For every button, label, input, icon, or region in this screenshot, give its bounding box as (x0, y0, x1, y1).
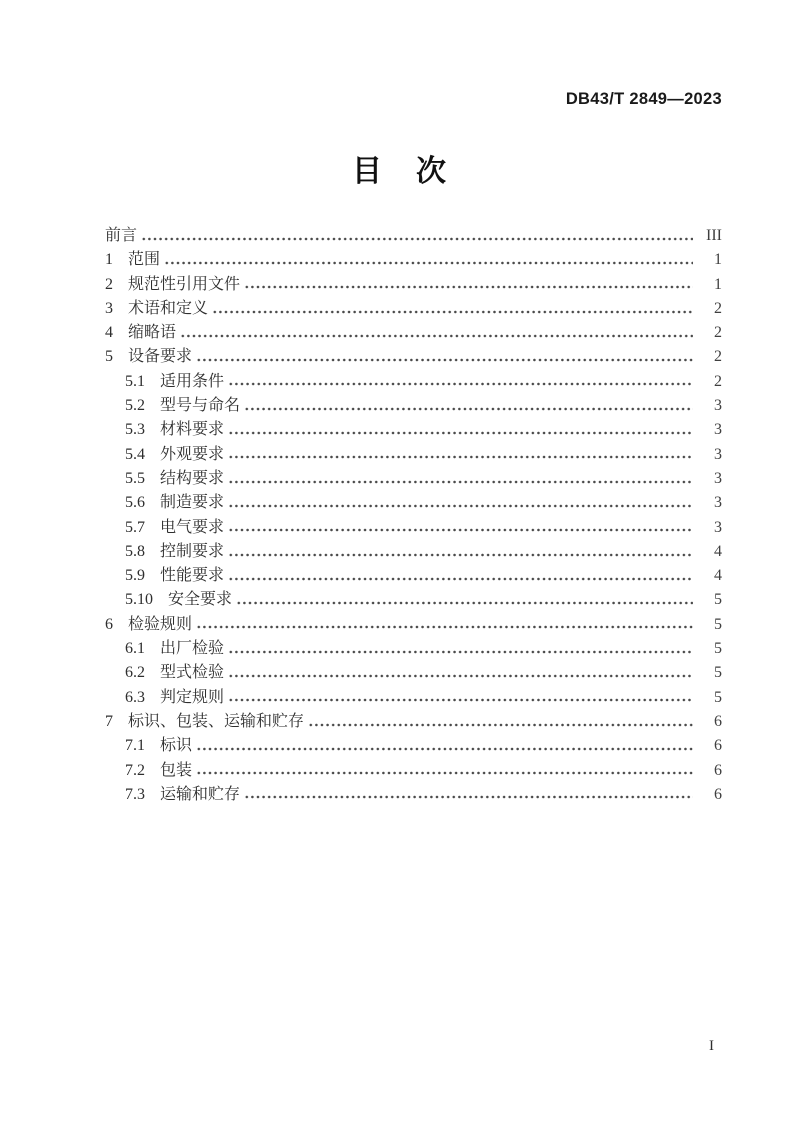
toc-entry (105, 759, 722, 783)
toc-entry-page: 3 (714, 397, 722, 415)
toc-dot-leader (228, 498, 693, 514)
toc-entry-page: III (706, 227, 722, 244)
toc-entry-page: 6 (714, 761, 722, 779)
toc-entry-page: 5 (714, 591, 722, 609)
toc-entry-label: 规范性引用文件 (128, 275, 241, 293)
toc-dot-leader (228, 376, 693, 392)
toc-entry-page: 6 (714, 712, 722, 730)
toc-entry-page: 3 (714, 421, 722, 439)
toc-entry (105, 734, 722, 758)
toc-entry (105, 370, 722, 394)
page-title: 目 次 (352, 155, 448, 188)
toc-entry (105, 297, 722, 321)
toc-dot-leader (228, 522, 693, 538)
toc-entry-page: 6 (714, 737, 722, 755)
toc-entry-label: 前言 (105, 227, 138, 244)
toc-entry-page: 2 (714, 324, 722, 342)
toc-entry (105, 248, 722, 272)
toc-dot-leader (228, 571, 693, 587)
toc-entry (105, 686, 722, 710)
toc-entry (105, 443, 722, 467)
toc-entry-label: 材料要求 (160, 421, 225, 439)
toc-entry (105, 516, 722, 540)
toc-entry-label: 型号与命名 (160, 397, 241, 415)
toc-entry-page: 2 (714, 299, 722, 317)
toc-entry (105, 321, 722, 345)
toc-entry-number: 5.9 (125, 567, 145, 585)
toc-dot-leader (228, 425, 693, 441)
toc-dot-leader (244, 789, 693, 805)
toc-entry-label: 运输和贮存 (160, 785, 241, 803)
toc-entry-label: 设备要求 (128, 348, 193, 366)
toc-entry-number: 5.1 (125, 372, 145, 390)
toc-entry (105, 710, 722, 734)
toc-entry (105, 418, 722, 442)
toc-dot-leader (228, 668, 693, 684)
toc-dot-leader (196, 352, 693, 368)
toc-dot-leader (228, 644, 693, 660)
toc-entry-page: 3 (714, 445, 722, 463)
toc-entry (105, 613, 722, 637)
folio-page-number: I (709, 1038, 714, 1054)
toc-entry-label: 出厂检验 (160, 640, 225, 658)
toc-entry-label: 外观要求 (160, 445, 225, 463)
toc-entry (105, 588, 722, 612)
toc-entry-label: 型式检验 (160, 664, 225, 682)
toc-entry-label: 标识 (160, 737, 193, 755)
toc-entry-number: 6.2 (125, 664, 145, 682)
toc-entry-label: 适用条件 (160, 372, 225, 390)
toc-entry (105, 637, 722, 661)
toc-entry-label: 控制要求 (160, 542, 225, 560)
toc-entry-number: 5 (105, 348, 113, 366)
standard-number-header: DB43/T 2849—2023 (565, 90, 722, 108)
toc-entry-number: 6.3 (125, 688, 145, 706)
toc-entry (105, 564, 722, 588)
toc-dot-leader (196, 765, 693, 781)
toc-dot-leader (212, 304, 693, 320)
toc-entry (105, 661, 722, 685)
toc-entry-number: 5.6 (125, 494, 145, 512)
toc-entry-page: 1 (714, 251, 722, 269)
toc-entry-number: 2 (105, 275, 113, 293)
toc-entry-number: 5.7 (125, 518, 145, 536)
toc-entry-label: 包装 (160, 761, 193, 779)
toc-entry (105, 394, 722, 418)
toc-entry-number: 7 (105, 712, 113, 730)
toc-entry-number: 6 (105, 615, 113, 633)
toc-entry-page: 2 (714, 372, 722, 390)
toc-entry-number: 5.10 (125, 591, 153, 609)
toc-entry-label: 检验规则 (128, 615, 193, 633)
toc-entry-page: 5 (714, 664, 722, 682)
toc-dot-leader (180, 328, 693, 344)
toc-entry-page: 3 (714, 469, 722, 487)
toc-entry (105, 224, 722, 248)
toc-dot-leader (141, 231, 693, 247)
toc-entry (105, 345, 722, 369)
toc-entry (105, 467, 722, 491)
toc-dot-leader (244, 279, 693, 295)
toc-entry-label: 电气要求 (160, 518, 225, 536)
toc-entry-number: 3 (105, 299, 113, 317)
table-of-contents (105, 224, 722, 807)
toc-dot-leader (196, 619, 693, 635)
toc-entry-label: 结构要求 (160, 469, 225, 487)
toc-entry-label: 安全要求 (168, 591, 233, 609)
toc-entry (105, 273, 722, 297)
toc-entry-number: 5.4 (125, 445, 145, 463)
toc-entry-label: 范围 (128, 251, 161, 269)
toc-dot-leader (228, 474, 693, 490)
toc-entry-number: 6.1 (125, 640, 145, 658)
toc-entry (105, 491, 722, 515)
toc-entry-label: 缩略语 (128, 324, 177, 342)
toc-dot-leader (236, 595, 693, 611)
toc-entry-label: 判定规则 (160, 688, 225, 706)
toc-entry (105, 783, 722, 807)
toc-entry-label: 制造要求 (160, 494, 225, 512)
toc-entry-page: 4 (714, 542, 722, 560)
toc-entry-page: 3 (714, 494, 722, 512)
toc-dot-leader (244, 401, 693, 417)
toc-entry-number: 5.5 (125, 469, 145, 487)
toc-dot-leader (196, 741, 693, 757)
toc-entry-label: 术语和定义 (128, 299, 209, 317)
toc-dot-leader (228, 547, 693, 563)
toc-entry-page: 5 (714, 688, 722, 706)
toc-entry-page: 6 (714, 785, 722, 803)
toc-entry-page: 4 (714, 567, 722, 585)
toc-entry-page: 5 (714, 640, 722, 658)
toc-entry-number: 7.2 (125, 761, 145, 779)
toc-entry-label: 性能要求 (160, 567, 225, 585)
toc-entry-page: 2 (714, 348, 722, 366)
toc-entry-page: 5 (714, 615, 722, 633)
toc-entry-number: 5.2 (125, 397, 145, 415)
toc-entry (105, 540, 722, 564)
toc-dot-leader (228, 692, 693, 708)
toc-entry-page: 3 (714, 518, 722, 536)
toc-entry-number: 5.3 (125, 421, 145, 439)
toc-entry-number: 7.3 (125, 785, 145, 803)
toc-entry-number: 5.8 (125, 542, 145, 560)
toc-entry-number: 4 (105, 324, 113, 342)
toc-dot-leader (228, 449, 693, 465)
toc-entry-label: 标识、包装、运输和贮存 (128, 712, 305, 730)
toc-dot-leader (164, 255, 693, 271)
toc-entry-page: 1 (714, 275, 722, 293)
toc-entry-number: 1 (105, 251, 113, 269)
toc-entry-number: 7.1 (125, 737, 145, 755)
toc-dot-leader (308, 717, 693, 733)
